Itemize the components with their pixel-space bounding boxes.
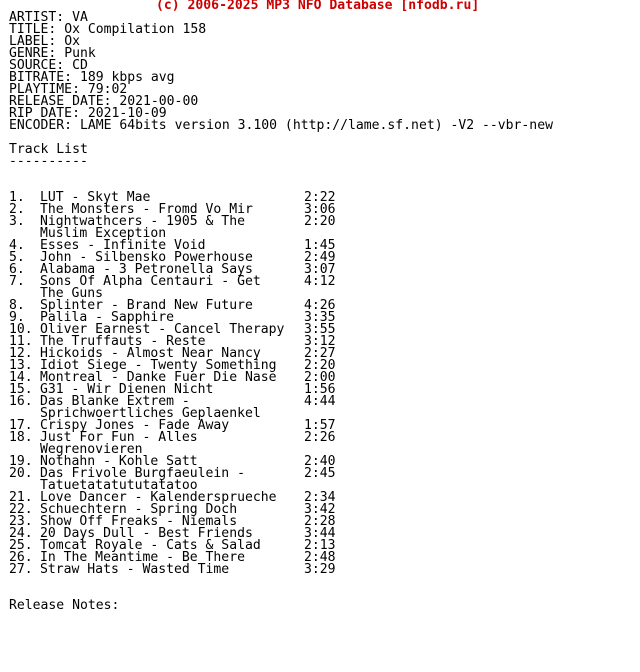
track-duration: 2:48 [304,550,336,565]
track-number: 9. [9,310,25,325]
track-number: 5. [9,250,25,265]
track-title: Das Blanke Extrem - [40,394,190,409]
track-number: 19. [9,454,33,469]
meta-key: RELEASE DATE: [9,94,112,109]
track-duration: 2:40 [304,454,336,469]
track-duration: 1:45 [304,238,336,253]
track-title: Crispy Jones - Fade Away [40,418,230,433]
track-duration: 2:28 [304,514,336,529]
track-title-continuation: Muslim Exception [40,226,167,241]
track-number: 8. [9,298,25,313]
spacer [9,576,640,588]
track-duration: 4:12 [304,274,336,289]
track-title: The Truffauts - Reste [40,334,206,349]
track-number: 2. [9,202,25,217]
track-row [9,564,640,576]
track-number: 7. [9,274,25,289]
track-number: 25. [9,538,33,553]
spacer [9,168,640,180]
track-row [9,276,640,288]
meta-key: BITRATE: [9,70,73,85]
track-number: 17. [9,418,33,433]
track-duration: 3:44 [304,526,336,541]
meta-line [9,120,640,132]
track-title: Hickoids - Almost Near Nancy [40,346,261,361]
track-number: 16. [9,394,33,409]
track-title: Das Frivole Burgfaeulein - [40,466,245,481]
meta-value: CD [72,58,88,73]
track-duration: 3:12 [304,334,336,349]
track-number: 22. [9,502,33,517]
track-number: 26. [9,550,33,565]
track-number: 3. [9,214,25,229]
track-title: In The Meantime - Be There [40,550,245,565]
track-title: Show Off Freaks - Niemals [40,514,238,529]
track-title: Montreal - Danke Fuer Die Nase [40,370,277,385]
track-duration: 2:34 [304,490,336,505]
meta-key: GENRE: [9,46,57,61]
tracklist-underline: ---------- [9,154,88,169]
meta-value: Ox [64,34,80,49]
track-title: Idiot Siege - Twenty Something [40,358,277,373]
track-duration: 3:06 [304,202,336,217]
track-duration: 1:57 [304,418,336,433]
track-number: 18. [9,430,33,445]
track-duration: 2:13 [304,538,336,553]
track-number: 14. [9,370,33,385]
track-title: Tomcat Royale - Cats & Salad [40,538,261,553]
track-title-continuation: The Guns [40,286,104,301]
track-title: Love Dancer - Kalendersprueche [40,490,277,505]
meta-key: RIP DATE: [9,106,80,121]
track-duration: 3:29 [304,562,336,577]
track-number: 13. [9,358,33,373]
track-duration: 4:26 [304,298,336,313]
track-number: 1. [9,190,25,205]
track-number: 12. [9,346,33,361]
meta-value: 2021-00-00 [119,94,199,109]
release-notes-heading: Release Notes: [9,598,120,613]
track-title: Nothahn - Kohle Satt [40,454,198,469]
track-title: Straw Hats - Wasted Time [40,562,230,577]
track-title: Just For Fun - Alles [40,430,198,445]
track-number: 11. [9,334,33,349]
track-duration: 2:45 [304,466,336,481]
track-title: G31 - Wir Dienen Nicht [40,382,214,397]
meta-value: Punk [64,46,96,61]
track-duration: 2:49 [304,250,336,265]
meta-value: 2021-10-09 [87,106,167,121]
spacer [9,132,640,144]
track-title: The Monsters - Fromd Vo Mir [40,202,253,217]
track-duration: 1:56 [304,382,336,397]
track-title: Palila - Sapphire [40,310,175,325]
track-duration: 3:07 [304,262,336,277]
meta-value: VA [72,10,88,25]
track-duration: 2:26 [304,430,336,445]
track-title: Schuechtern - Spring Doch [40,502,238,517]
track-number: 20. [9,466,33,481]
track-title: Sons Of Alpha Centauri - Get [40,274,261,289]
track-title: Splinter - Brand New Future [40,298,253,313]
track-duration: 3:42 [304,502,336,517]
track-title: Alabama - 3 Petronella Says [40,262,253,277]
track-duration: 2:20 [304,214,336,229]
meta-value: 79:02 [87,82,128,97]
meta-key: PLAYTIME: [9,82,80,97]
meta-line [9,36,640,48]
meta-key: ENCODER: [9,118,73,133]
track-title-continuation: Tatuetatatututatatoo [40,478,198,493]
track-title: John - Silbensko Powerhouse [40,250,253,265]
track-number: 15. [9,382,33,397]
track-title-continuation: Wegrenovieren [40,442,143,457]
track-number: 24. [9,526,33,541]
track-duration: 4:44 [304,394,336,409]
track-number: 23. [9,514,33,529]
track-duration: 3:35 [304,310,336,325]
tracklist-heading: Track List [9,142,88,157]
meta-key: LABEL: [9,34,57,49]
track-number: 6. [9,262,25,277]
track-duration: 3:55 [304,322,336,337]
track-number: 10. [9,322,33,337]
meta-key: ARTIST: [9,10,65,25]
track-title: Esses - Infinite Void [40,238,206,253]
track-number: 4. [9,238,25,253]
track-title: 20 Days Dull - Best Friends [40,526,253,541]
track-number: 27. [9,562,33,577]
track-duration: 2:22 [304,190,336,205]
meta-line [9,48,640,60]
release-metadata [9,12,640,132]
track-title: Nightwathcers - 1905 & The [40,214,245,229]
meta-key: SOURCE: [9,58,65,73]
track-duration: 2:00 [304,370,336,385]
meta-key: TITLE: [9,22,57,37]
track-title-continuation: Sprichwoertliches Geplaenkel [40,406,261,421]
meta-line [9,24,640,36]
meta-value: 189 kbps avg [79,70,175,85]
track-duration: 2:27 [304,346,336,361]
track-title: Oliver Earnest - Cancel Therapy [40,322,285,337]
track-title: LUT - Skyt Mae [40,190,151,205]
meta-value: LAME 64bits version 3.100 (http://lame.sf.net) -V2 --vbr-new [79,118,553,133]
site-banner: (c) 2006-2025 MP3 NFO Database [nfodb.ru] [156,0,480,13]
track-duration: 2:20 [304,358,336,373]
meta-value: Ox Compilation 158 [64,22,207,37]
track-list [9,192,640,576]
track-number: 21. [9,490,33,505]
